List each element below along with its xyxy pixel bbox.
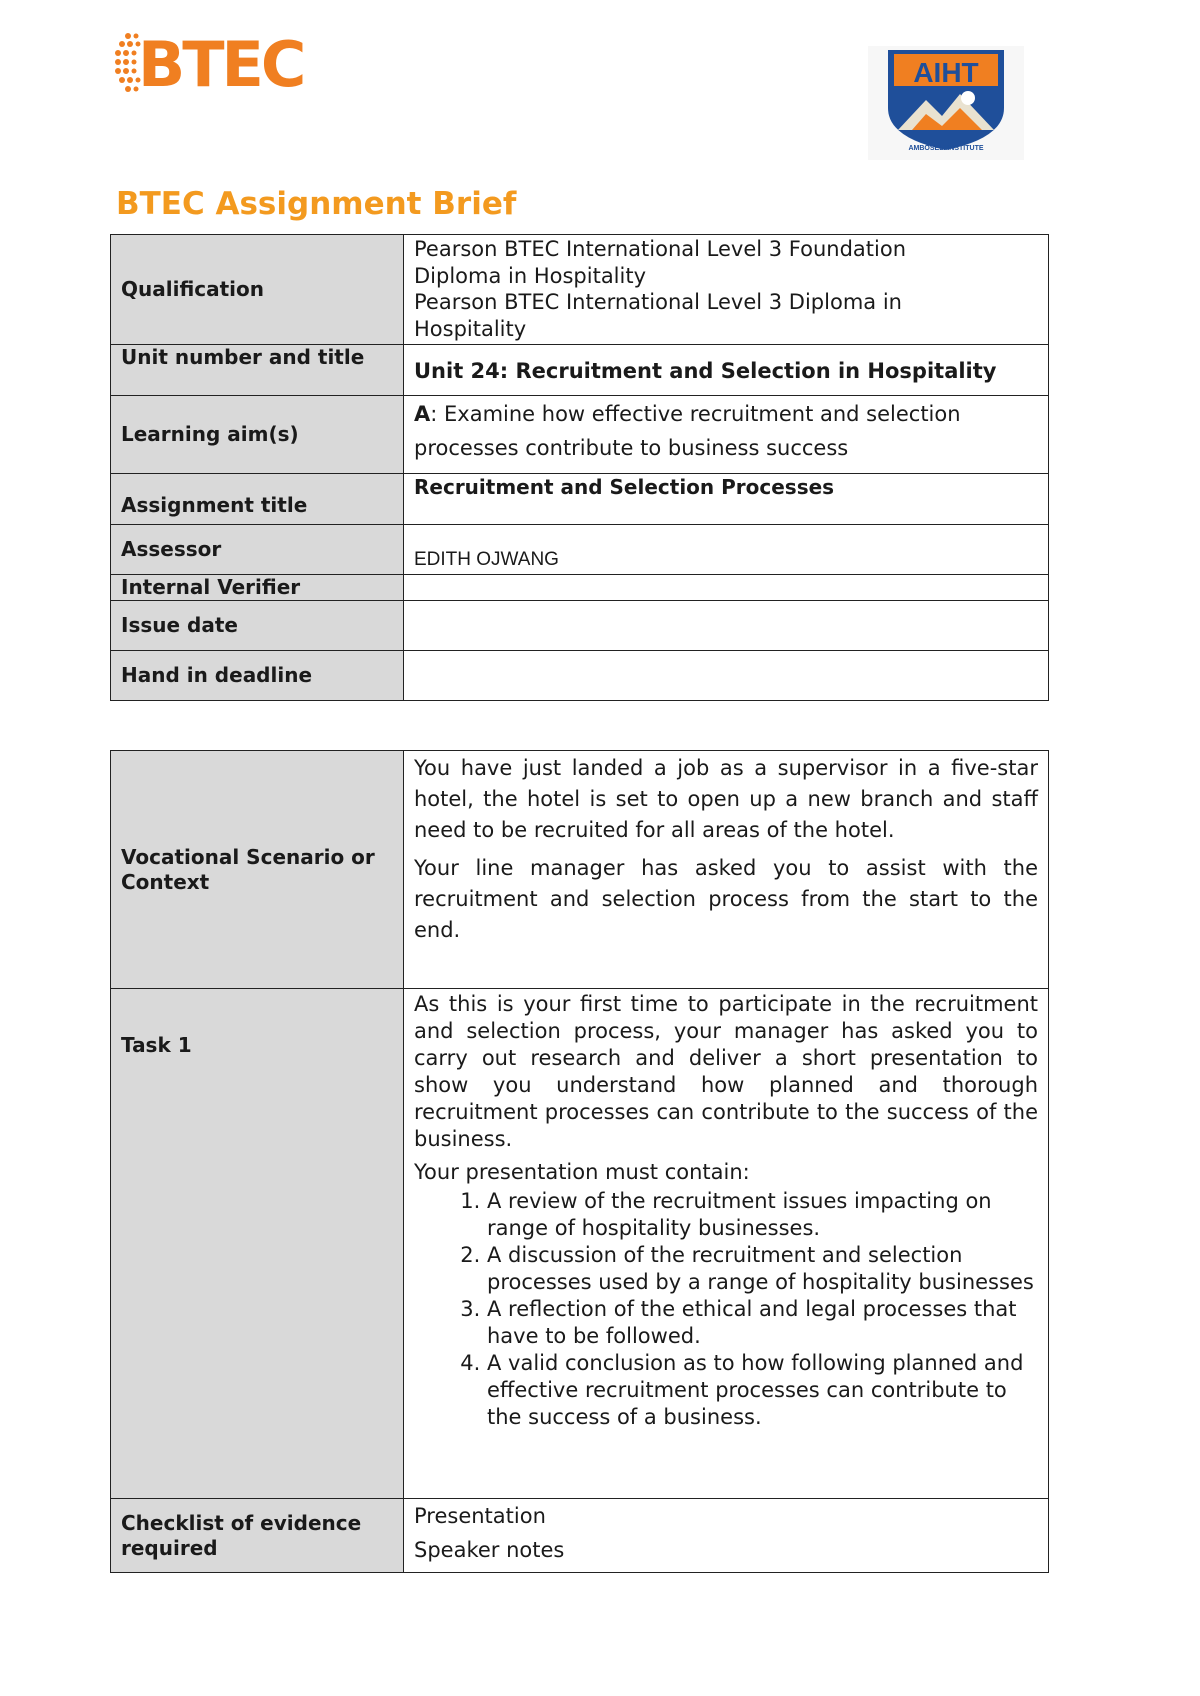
task1-content (404, 989, 1048, 1431)
task-table (110, 750, 1049, 1573)
document-title: BTEC Assignment Brief (116, 186, 517, 222)
scenario-label: Vocational Scenario or Context (121, 844, 375, 894)
qualification-label: Qualification (121, 277, 265, 301)
hand-in-deadline-row (111, 651, 1049, 701)
assignment-details-table (110, 234, 1049, 701)
qualification-value (404, 235, 1048, 342)
issue-date-label: Issue date (121, 613, 238, 637)
list-item: Speaker notes (414, 1538, 565, 1562)
qualification-line: Pearson BTEC International Level 3 Foundation (414, 237, 907, 261)
unit-value: Unit 24: Recruitment and Selection in Hospitality (414, 358, 997, 383)
assessor-value: EDITH OJWANG (414, 549, 559, 570)
checklist-label: Checklist of evidence required (121, 1510, 362, 1560)
issue-date-row (111, 601, 1049, 651)
learning-aim-letter: A (414, 402, 431, 426)
scenario-row (111, 751, 1049, 989)
task1-row (111, 989, 1049, 1499)
list-item: Presentation (414, 1504, 546, 1528)
issue-date-value (404, 601, 1049, 651)
learning-aim-row (111, 396, 1049, 474)
checklist-row (111, 1499, 1049, 1573)
btec-logo (114, 26, 304, 104)
aiht-logo (868, 46, 1024, 160)
task1-label: Task 1 (121, 1033, 192, 1057)
assignment-title-row (111, 474, 1049, 525)
btec-logo-text: BTEC (138, 28, 304, 101)
aiht-logo-text: AIHT (913, 57, 979, 88)
assessor-label: Assessor (121, 537, 222, 561)
hand-in-deadline-value (404, 651, 1049, 701)
internal-verifier-label: Internal Verifier (121, 575, 301, 599)
qualification-line: Pearson BTEC International Level 3 Diploma in (414, 290, 902, 314)
list-item: 2. A discussion of the recruitment and selection processes used by a range of hospitality businesses (487, 1242, 1038, 1296)
qualification-line: Hospitality (414, 316, 527, 341)
unit-row (111, 345, 1049, 396)
task1-list (414, 1188, 1038, 1431)
assignment-title-label: Assignment title (121, 493, 308, 517)
learning-aim-text: : Examine how effective recruitment and selection processes contribute to business success (414, 402, 961, 460)
unit-label: Unit number and title (121, 345, 365, 369)
aiht-shield-icon (868, 46, 1024, 160)
assessor-row (111, 525, 1049, 575)
scenario-paragraph: You have just landed a job as a supervisor in a five-star hotel, the hotel is set to open up a new branch and staff need to be recruited for all areas of the hotel. (414, 756, 1038, 842)
aiht-logo-subtext: AMBOSELI INSTITUTE (908, 145, 984, 152)
task1-intro: As this is your first time to participate in the recruitment and selection process, your manager has asked you to carry out research and deliver a short presentation to show you understand how planned and thorough recruitment processes can contribute to the success of the business. (414, 992, 1038, 1151)
list-item: 1. A review of the recruitment issues impacting on range of hospitality businesses. (487, 1188, 1038, 1242)
learning-aim-label: Learning aim(s) (121, 422, 299, 446)
checklist-list (404, 1499, 1048, 1567)
internal-verifier-row (111, 575, 1049, 601)
qualification-row (111, 235, 1049, 345)
learning-aim-value (404, 396, 1048, 465)
assignment-title-value: Recruitment and Selection Processes (414, 475, 835, 499)
hand-in-deadline-label: Hand in deadline (121, 663, 313, 687)
task1-contains: Your presentation must contain: (414, 1160, 750, 1184)
internal-verifier-value (404, 575, 1049, 601)
scenario-paragraph: Your line manager has asked you to assist with the recruitment and selection process from the start to the end. (414, 856, 1038, 942)
list-item: 4. A valid conclusion as to how following planned and effective recruitment processes can contribute to the success of a business. (487, 1350, 1038, 1431)
scenario-text (404, 751, 1048, 946)
list-item: 3. A reflection of the ethical and legal processes that have to be followed. (487, 1296, 1038, 1350)
qualification-line: Diploma in Hospitality (414, 263, 647, 288)
